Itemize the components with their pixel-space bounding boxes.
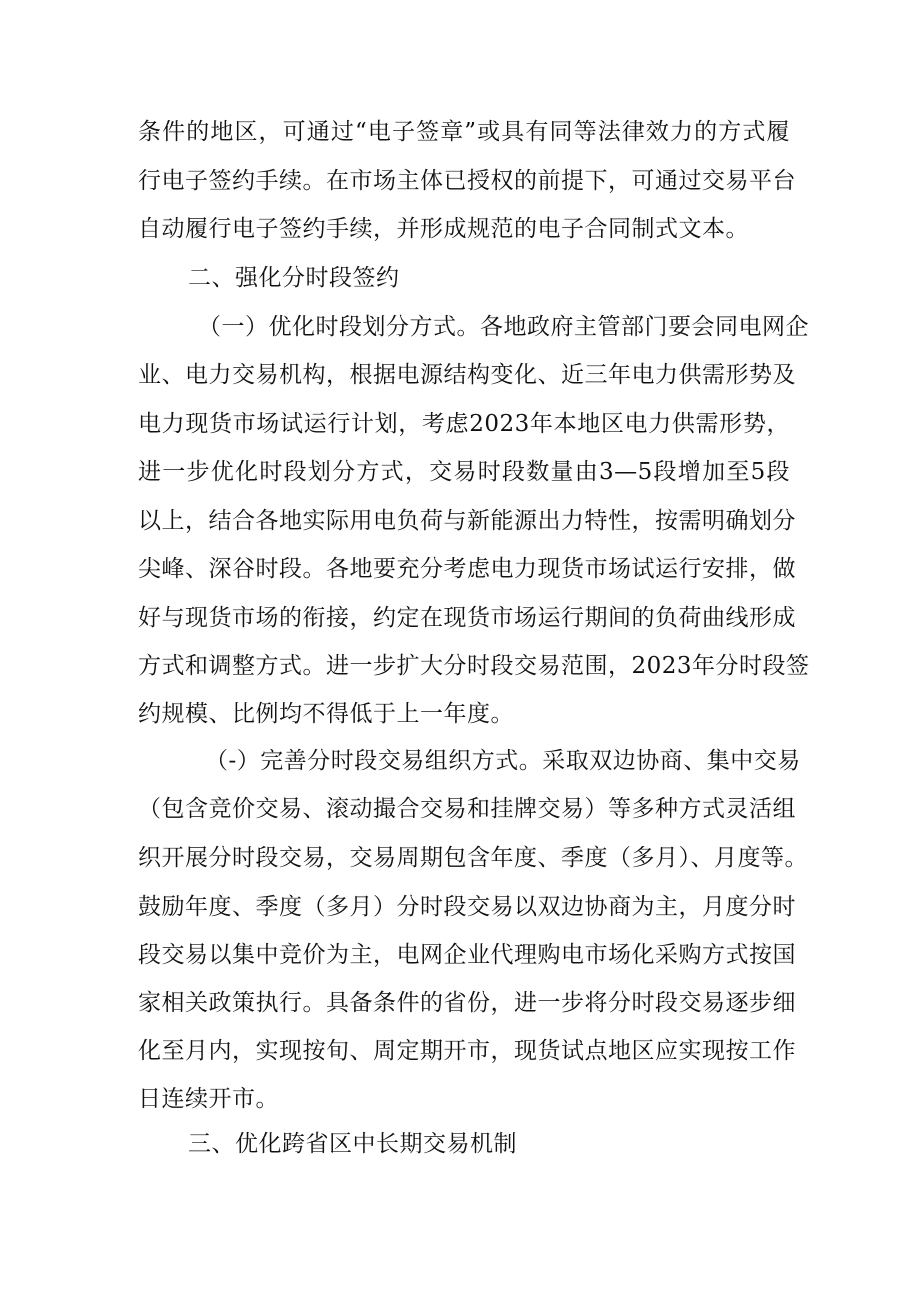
paragraph-line: 化至月内，实现按旬、周定期开市，现货试点地区应实现按工作 — [138, 1038, 796, 1064]
paragraph-line: 方式和调整方式。进一步扩大分时段交易范围，2023年分时段签 — [138, 653, 810, 679]
paragraph-line: 自动履行电子签约手续，并形成规范的电子合同制式文本。 — [138, 216, 749, 242]
paragraph-line: 条件的地区，可通过“电子签章”或具有同等法律效力的方式履 — [138, 119, 790, 145]
paragraph-line: 约规模、比例均不得低于上一年度。 — [138, 701, 514, 727]
paragraph-line: 鼓励年度、季度（多月）分时段交易以双边协商为主，月度分时 — [138, 894, 796, 920]
paragraph-line: 尖峰、深谷时段。各地要充分考虑电力现货市场试运行安排，做 — [138, 556, 796, 582]
paragraph-line: 业、电力交易机构，根据电源结构变化、近三年电力供需形势及 — [138, 362, 796, 388]
paragraph-line: 电力现货市场试运行计划，考虑2023年本地区电力供需形势， — [138, 411, 790, 437]
paragraph-line: （一）优化时段划分方式。各地政府主管部门要会同电网企 — [198, 314, 809, 340]
paragraph-line: 进一步优化时段划分方式，交易时段数量由3—5段增加至5段 — [138, 459, 790, 485]
paragraph-line: 日连续开市。 — [138, 1086, 279, 1112]
paragraph-line: 行电子签约手续。在市场主体已授权的前提下，可通过交易平台 — [138, 168, 796, 194]
paragraph-line: 段交易以集中竞价为主，电网企业代理购电市场化采购方式按国 — [138, 942, 796, 968]
section-heading-3: 三、优化跨省区中长期交易机制 — [188, 1131, 517, 1157]
paragraph-line: （-）完善分时段交易组织方式。采取双边协商、集中交易 — [205, 748, 801, 774]
paragraph-line: 好与现货市场的衔接，约定在现货市场运行期间的负荷曲线形成 — [138, 605, 796, 631]
section-heading-2: 二、强化分时段签约 — [188, 265, 400, 291]
paragraph-line: 家相关政策执行。具备条件的省份，进一步将分时段交易逐步细 — [138, 990, 796, 1016]
paragraph-line: （包含竞价交易、滚动撮合交易和挂牌交易）等多种方式灵活组 — [138, 796, 796, 822]
paragraph-line: 织开展分时段交易，交易周期包含年度、季度（多月）、月度等。 — [138, 845, 808, 871]
paragraph-line: 以上，结合各地实际用电负荷与新能源出力特性，按需明确划分 — [138, 508, 796, 534]
